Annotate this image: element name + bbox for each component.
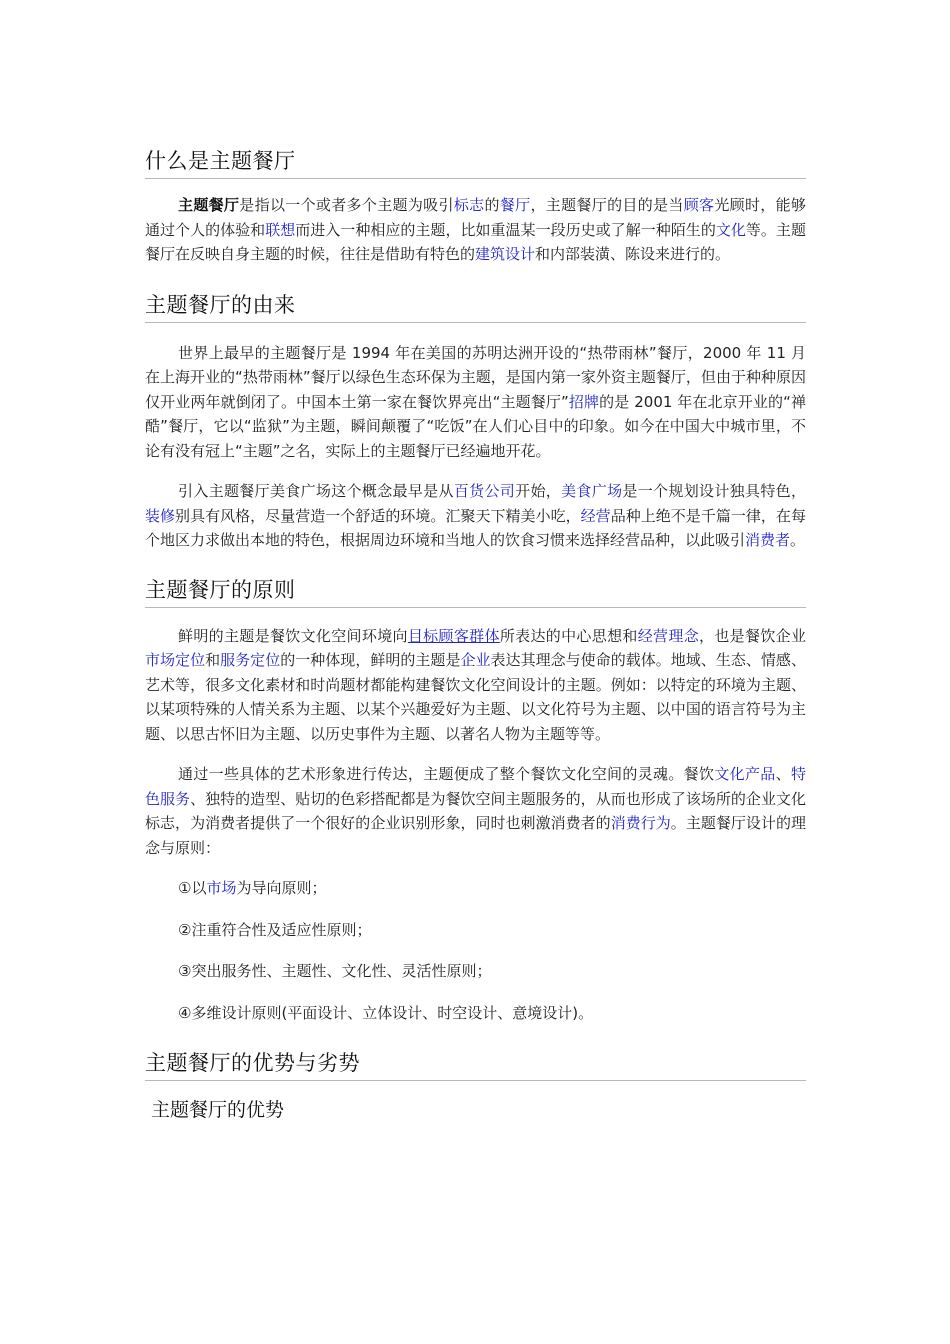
text-run: 和 xyxy=(205,651,221,669)
link-canting[interactable]: 餐厅 xyxy=(499,196,531,214)
text-run: 是一个规划设计独具特色， xyxy=(622,482,806,500)
link-wenhua[interactable]: 文化 xyxy=(715,220,746,239)
sub-heading: 主题餐厅的优势 xyxy=(151,1099,285,1121)
link-tesefuwu[interactable]: 特色服务 xyxy=(145,765,806,808)
link-shichangdingwei[interactable]: 市场定位 xyxy=(145,651,206,669)
link-qiye[interactable]: 企业 xyxy=(460,651,491,669)
text-run: 引入主题餐厅美食广场这个概念最早是从 xyxy=(178,482,454,500)
link-wenhuachanpin[interactable]: 文化产品 xyxy=(714,765,776,783)
text-run: 所表达的中心思想和 xyxy=(499,626,638,645)
text-run: 是指以一个或者多个主题为吸引 xyxy=(239,196,454,214)
section-heading: 主题餐厅的优势与劣势 xyxy=(145,1048,806,1081)
text-run: ，主题餐厅的目的是当 xyxy=(530,196,684,214)
link-xiaofeixingwei[interactable]: 消费行为 xyxy=(610,814,671,832)
text-run: 的是 2001 年在北京开业的“禅酷”餐厅，它以“监狱”为主题，瞬间颠覆了“吃饭”在人们心目中的印象。如今在中国大中城市里，不论有没有冠上“主题”之名，实际上的主题餐厅已经遍地开花。 xyxy=(145,392,807,460)
list-item: ③突出服务性、主题性、文化性、灵活性原则； xyxy=(178,962,492,980)
link-zhuangxiu[interactable]: 装修 xyxy=(145,506,176,525)
text-run: 等。主题餐厅在反映自身主题的时候，往往是借助有特色的 xyxy=(145,220,806,263)
text-run: 、 xyxy=(775,765,791,783)
link-meishiguangchang[interactable]: 美食广场 xyxy=(561,482,623,500)
text-run: ①以 xyxy=(178,879,207,897)
section-heading: 主题餐厅的原则 xyxy=(145,575,806,608)
paragraph xyxy=(145,193,806,267)
text-run: 世界上最早的主题餐厅是 1994 年在美国的苏明达洲开设的“热带雨林”餐厅，2000 年 11 月在上海开业的“热带雨林”餐厅以绿色生态环保为主题，是国内第一家外资主题餐厅，但由于种种原因仅开业两年就倒闭了。中国本土第一家在餐饮界亮出“主题餐厅” xyxy=(145,343,806,411)
paragraph xyxy=(145,479,806,553)
link-lianxiang[interactable]: 联想 xyxy=(265,220,296,239)
link-zhaopai[interactable]: 招牌 xyxy=(568,392,600,411)
link-biaozhi[interactable]: 标志 xyxy=(453,196,485,214)
text-run: 开始， xyxy=(515,482,562,500)
link-baihuogongsi[interactable]: 百货公司 xyxy=(453,482,516,500)
text-run: 而进入一种相应的主题，比如重温某一段历史或了解一种陌生的 xyxy=(295,220,716,239)
bold-term: 主题餐厅 xyxy=(178,196,240,214)
list-item xyxy=(145,876,806,901)
list-item: ②注重符合性及适应性原则； xyxy=(178,920,372,939)
text-run: 和内部装潢、陈设来进行的。 xyxy=(535,245,731,263)
link-jingyinglinian[interactable]: 经营理念 xyxy=(637,626,700,645)
article-content xyxy=(145,142,806,1125)
paragraph xyxy=(145,341,806,464)
section-heading: 主题餐厅的由来 xyxy=(145,290,806,323)
paragraph xyxy=(145,624,806,747)
link-shichang[interactable]: 市场 xyxy=(206,879,237,897)
text-run: 鲜明的主题是餐饮文化空间环境向 xyxy=(178,626,408,645)
text-run: 。 xyxy=(790,531,806,549)
text-run: 通过一些具体的艺术形象进行传达，主题便成了整个餐饮文化空间的灵魂。餐饮 xyxy=(178,765,715,783)
text-run: 、独特的造型、贴切的色彩搭配都是为餐饮空间主题服务的，从而也形成了该场所的企业文化标志，为消费者提供了一个很好的企业识别形象，同时也刺激消费者的 xyxy=(145,789,806,832)
link-jianzhusheji[interactable]: 建筑设计 xyxy=(475,245,536,263)
link-xiaofeizhe[interactable]: 消费者 xyxy=(745,531,791,549)
section-heading: 什么是主题餐厅 xyxy=(145,146,806,179)
list-item: ④多维设计原则(平面设计、立体设计、时空设计、意境设计)。 xyxy=(178,1003,594,1022)
link-fuwudingwei[interactable]: 服务定位 xyxy=(220,651,281,669)
text-run: 的一种体现，鲜明的主题是 xyxy=(280,651,461,669)
paragraph xyxy=(145,762,806,860)
link-guke[interactable]: 顾客 xyxy=(683,196,715,214)
text-run: 。主题餐厅设计的理念与原则： xyxy=(145,814,806,857)
text-run: 品种上绝不是千篇一律，在每个地区力求做出本地的特色，根据周边环境和当地人的饮食习惯来选择经营品种，以此吸引 xyxy=(145,506,806,549)
text-run: 别具有风格，尽量营造一个舒适的环境。汇聚天下精美小吃， xyxy=(175,506,581,525)
link-jingying[interactable]: 经营 xyxy=(580,506,611,525)
text-run: 光顾时，能够通过个人的体验和 xyxy=(145,196,806,239)
text-run: 为导向原则； xyxy=(236,879,327,897)
text-run: 表达其理念与使命的载体。地域、生态、情感、艺术等，很多文化素材和时尚题材都能构建餐饮文化空间设计的主题。例如：以特定的环境为主题、以某项特殊的人情关系为主题、以某个兴趣爱好为主题、以文化符号为主题、以中国的语言符号为主题、以思古怀旧为主题、以历史事件为主题、以著名人物为主题等等。 xyxy=(145,651,806,743)
link-mubiaogukequnti[interactable]: 目标顾客群体 xyxy=(407,626,500,645)
text-run: 的 xyxy=(484,196,500,214)
text-run: ，也是餐饮企业 xyxy=(699,626,806,645)
